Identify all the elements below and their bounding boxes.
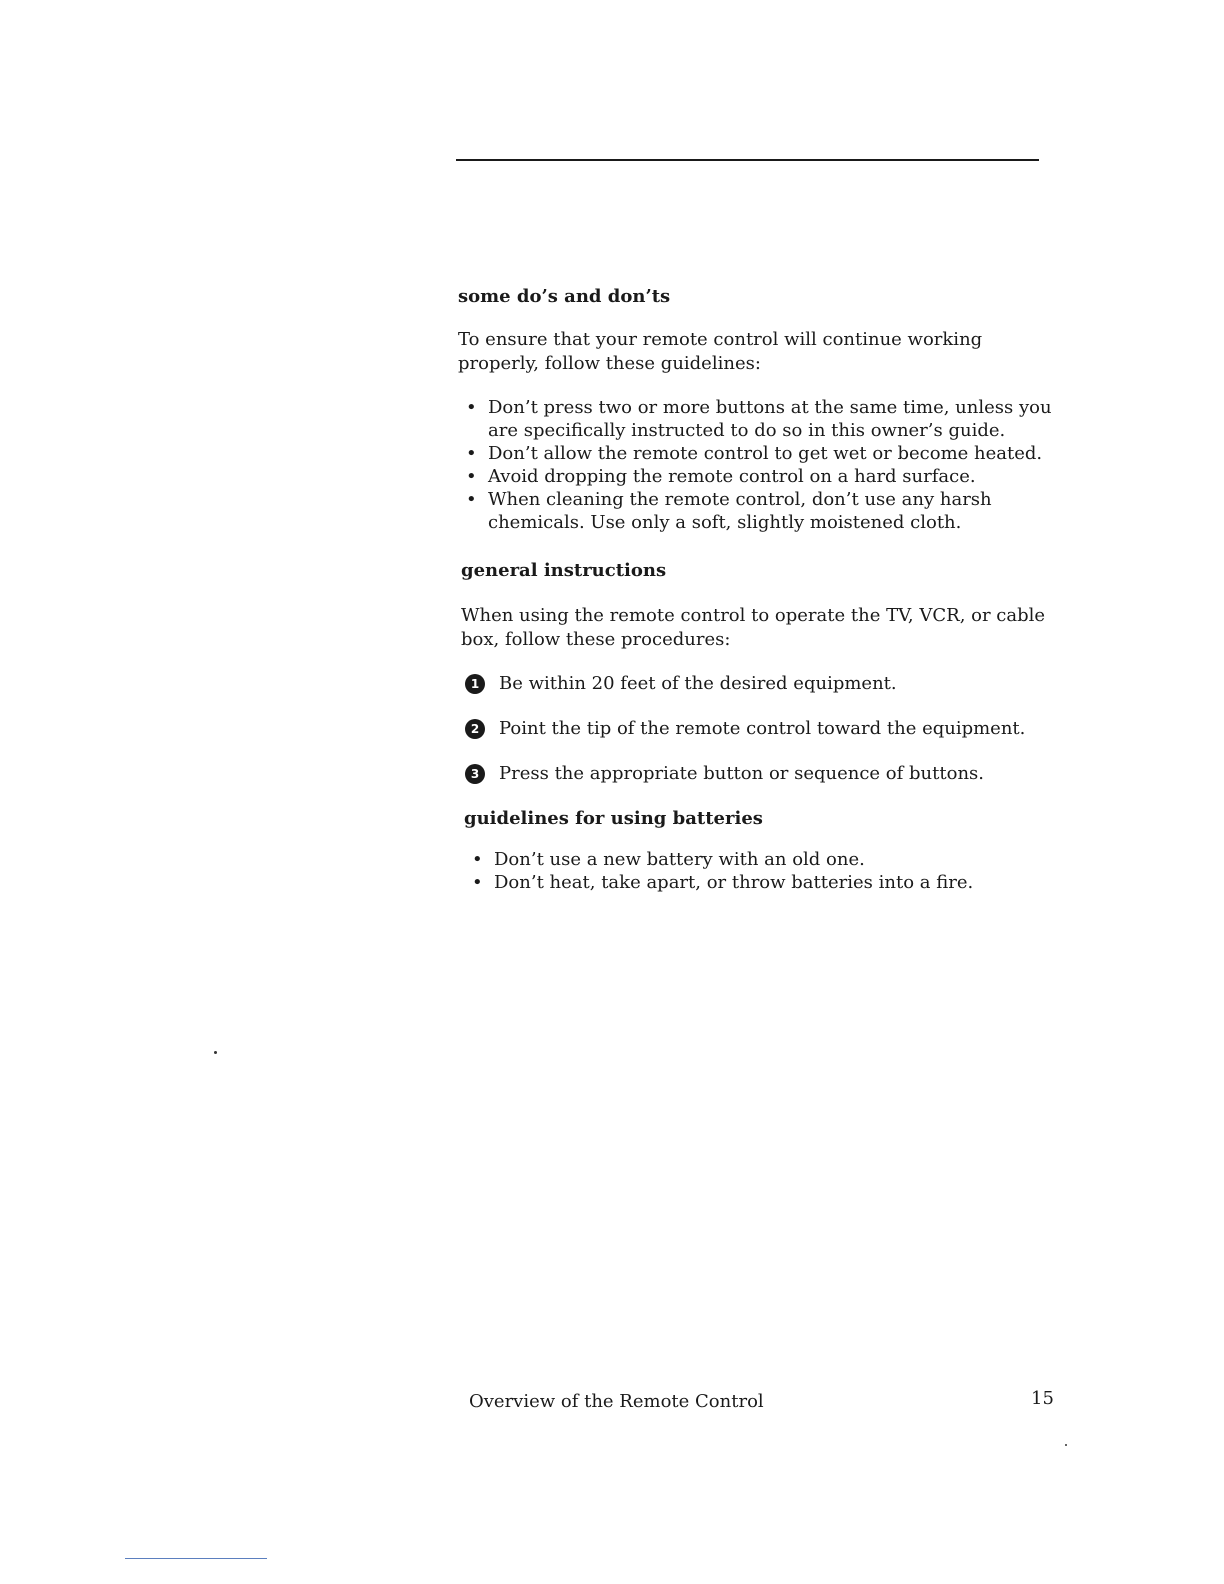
batteries-list <box>464 848 1058 894</box>
step-item <box>461 717 1058 741</box>
step-text: Press the appropriate button or sequence of buttons. <box>499 763 984 784</box>
dos-donts-intro: To ensure that your remote control will continue working properly, follow these guidelines: <box>458 329 983 374</box>
step-text: Be within 20 feet of the desired equipment. <box>499 673 897 694</box>
list-item <box>464 871 1058 894</box>
bullet-icon: • <box>466 489 477 510</box>
step-number-icon: 2 <box>465 719 485 739</box>
footer-rule <box>125 1558 267 1559</box>
bullet-icon: • <box>472 849 483 870</box>
step-text: Point the tip of the remote control toward the equipment. <box>499 718 1026 739</box>
list-item-text: Avoid dropping the remote control on a hard surface. <box>488 466 976 487</box>
step-number-icon: 1 <box>465 674 485 694</box>
header-rule <box>456 159 1039 161</box>
scan-speck <box>1065 1444 1067 1446</box>
footer-title: Overview of the Remote Control <box>469 1391 764 1412</box>
list-item-text: Don’t allow the remote control to get wet or become heated. <box>488 443 1043 464</box>
list-item-text: Don’t press two or more buttons at the same time, unless you are specifically instructed to do so in this owner’s guide. <box>488 397 1052 441</box>
list-item <box>458 465 1058 488</box>
section-heading-dos-donts: some do’s and don’ts <box>458 286 671 307</box>
general-intro: When using the remote control to operate the TV, VCR, or cable box, follow these procedures: <box>461 605 1046 650</box>
step-item <box>461 672 1058 696</box>
scan-speck <box>214 1051 217 1054</box>
list-item-text: Don’t heat, take apart, or throw batteries into a fire. <box>494 872 974 893</box>
section-heading-batteries: guidelines for using batteries <box>464 808 763 829</box>
bullet-icon: • <box>466 443 477 464</box>
bullet-icon: • <box>466 397 477 418</box>
bullet-icon: • <box>472 872 483 893</box>
dos-donts-list <box>458 396 1058 534</box>
list-item <box>458 488 1058 534</box>
list-item <box>458 396 1058 442</box>
list-item <box>458 442 1058 465</box>
bullet-icon: • <box>466 466 477 487</box>
section-heading-general: general instructions <box>461 560 667 581</box>
general-steps <box>461 672 1058 786</box>
step-item <box>461 762 1058 786</box>
step-number-icon: 3 <box>465 764 485 784</box>
list-item-text: When cleaning the remote control, don’t use any harsh chemicals. Use only a soft, slightly moistened cloth. <box>488 489 992 533</box>
page-content <box>458 284 1058 894</box>
page-number: 15 <box>1031 1388 1054 1409</box>
list-item-text: Don’t use a new battery with an old one. <box>494 849 865 870</box>
list-item <box>464 848 1058 871</box>
